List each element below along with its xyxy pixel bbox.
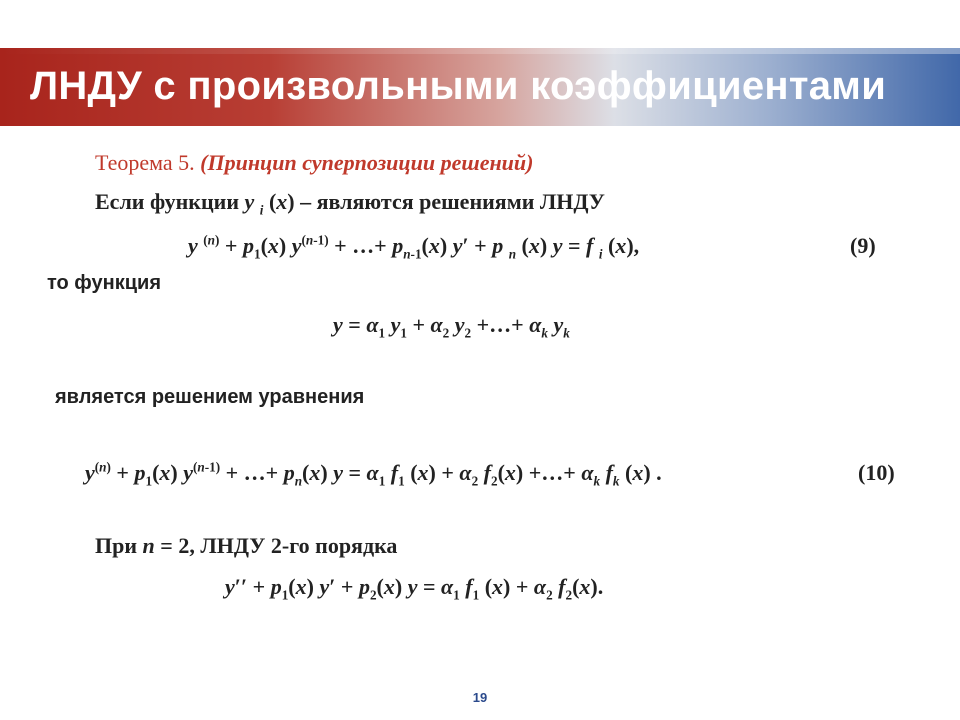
n2-prefix: При [95, 533, 143, 558]
n2-suffix: = 2, ЛНДУ 2-го порядка [154, 533, 398, 558]
equation-10: $y^{(n)} + p_1(x) y^{(n-1)}$ + …+ $p_n(x) y = \alpha_1$ $f_1$ $(x) + \alpha_2$ $f_2(x)$ +…+ $\alpha_k$ $f_k$ (x) . [85, 459, 662, 489]
then-text: то функция [47, 272, 162, 294]
n2-case-heading: При n = 2, ЛНДУ 2-го порядка [95, 533, 398, 558]
superposition-formula: $y = \alpha_1$ $y_1 + \alpha_2$ $y_2$ +…+ $\alpha_k$ $y_k$ [333, 312, 570, 341]
statement-part-1: Если функции [95, 189, 245, 214]
page-number: 19 [472, 690, 488, 705]
is-solution-text: является решением уравнения [55, 386, 365, 408]
equation-second-order: $y'' + p_1(x) y' + p_2(x) y = \alpha_1$ $f_1$ $(x) + \alpha_2$ $f_2(x)$. [225, 574, 604, 603]
equation-9-number: (9) [850, 233, 876, 258]
statement-part-2: – являются решениями ЛНДУ [294, 189, 605, 214]
equation-9: y $^{(n)} + p_1(x) y^{(n-1)}$ + …+ $p_{n-1}(x) y' + p$ $_n$ (x) y = f $_i$ (x), [188, 232, 640, 262]
theorem-heading [95, 150, 533, 176]
theorem-statement: Если функции y $_i$ (x) – являются решениями ЛНДУ [95, 189, 605, 218]
formula-yi: y $_i$ [244, 189, 264, 218]
theorem-name: (Принцип суперпозиции решений) [200, 150, 534, 175]
theorem-label: Теорема 5. [95, 150, 195, 175]
slide-title: ЛНДУ с произвольными коэффициентами [30, 64, 887, 108]
title-bar [0, 48, 960, 126]
equation-10-number: (10) [858, 460, 895, 485]
